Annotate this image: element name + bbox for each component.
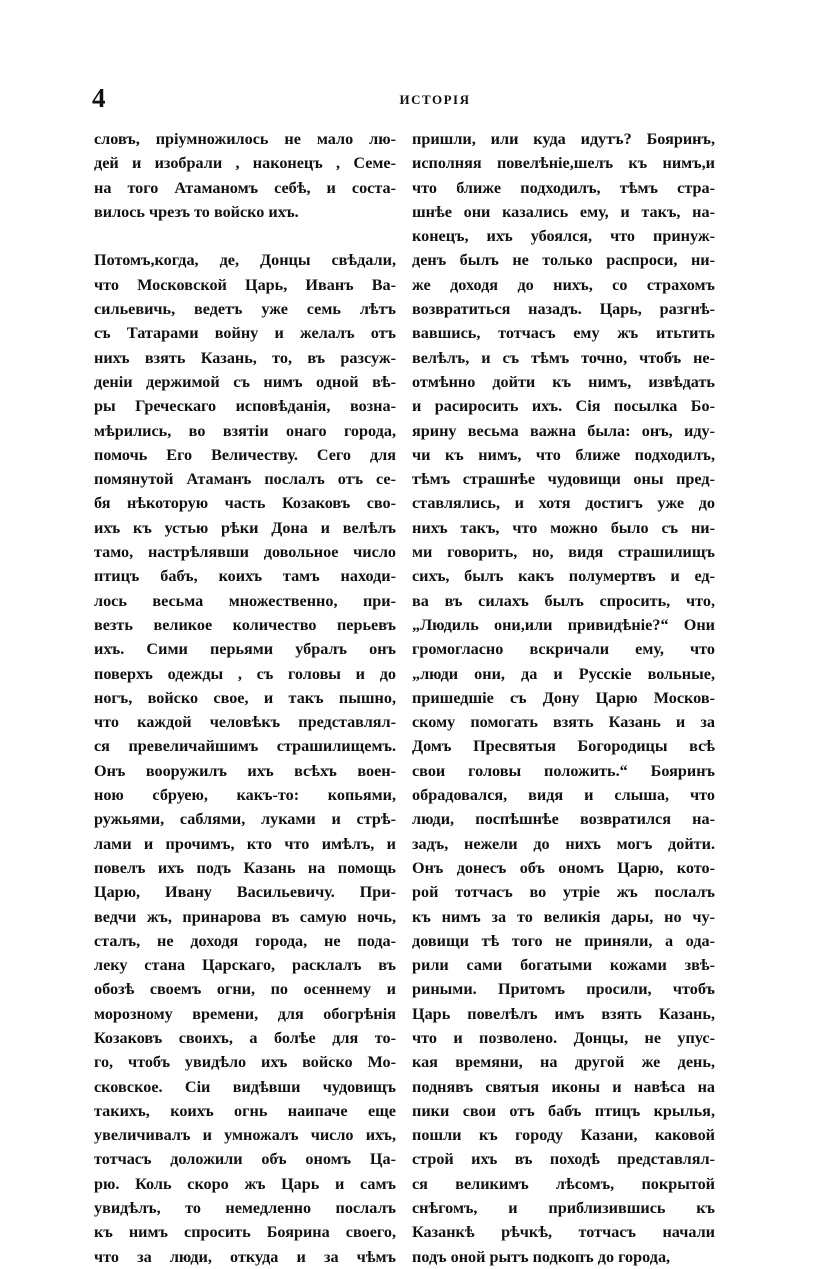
text-line: люди, поспѣшнѣе возвратился на- <box>412 810 715 829</box>
text-line: ставлялись, и хотя достигъ уже до <box>412 494 715 513</box>
text-line: что за люди, откуда и за чѣмъ <box>94 1247 396 1266</box>
right-column <box>412 127 715 1269</box>
text-line: къ нимъ за то великія дары, но чу- <box>412 907 715 926</box>
text-line: велѣлъ, и съ тѣмъ точно, чтобъ не- <box>412 348 715 367</box>
text-line: ми говорить, но, видя страшилищъ <box>412 543 715 562</box>
text-line: ихъ. Сими перьями убралъ онъ <box>94 640 396 659</box>
text-line: что и позволено. Донцы, не упус- <box>412 1028 715 1047</box>
text-line: же доходя до нихъ, со страхомъ <box>412 275 715 294</box>
text-line: ся великимъ лѣсомъ, покрытой <box>412 1174 715 1193</box>
text-line: Онъ донесъ объ ономъ Царю, кото- <box>412 858 715 877</box>
text-line: на того Атаманомъ себѣ, и соста- <box>94 178 396 197</box>
text-line: „Людиль они,или привидѣніе?“ Они <box>412 615 715 634</box>
text-line: лось весьма множественно, при- <box>94 591 396 610</box>
text-line: ры Греческаго исповѣданія, возна- <box>94 397 396 416</box>
text-line: денъ былъ не только распроси, ни- <box>412 251 715 270</box>
text-line: возвратиться назадъ. Царь, разгнѣ- <box>412 300 715 319</box>
text-line: Домъ Пресвятыя Богородицы всѣ <box>412 737 715 756</box>
text-line: громогласно вскричали ему, что <box>412 640 715 659</box>
text-line: Царю, Ивану Васильевичу. При- <box>94 883 396 902</box>
text-line: съ Татарами войну и желалъ отъ <box>94 324 396 343</box>
text-line: увеличивалъ и умножалъ число ихъ, <box>94 1126 396 1145</box>
text-line: рой тотчасъ во утріе жъ послалъ <box>412 883 715 902</box>
text-line: нихъ взять Казань, то, въ разсуж- <box>94 348 396 367</box>
text-line: риными. Притомъ просили, чтобъ <box>412 980 715 999</box>
paragraph-break <box>94 224 396 248</box>
text-line: свои головы положить.“ Бояринъ <box>412 761 715 780</box>
text-line: увидѣлъ, то немедленно послалъ <box>94 1199 396 1218</box>
text-line: словъ, пріумножилось не мало лю- <box>94 130 396 148</box>
text-line: ногъ, войско свое, и такъ пышно, <box>94 688 396 707</box>
running-head: ИСТОРІЯ <box>399 92 471 107</box>
text-line: нихъ такъ, что можно было съ ни- <box>412 518 715 537</box>
text-line: го, чтобъ увидѣло ихъ войско Мо- <box>94 1053 396 1072</box>
text-line: поднявъ святыя иконы и навѣса на <box>412 1077 715 1096</box>
text-line: ною сбруею, какъ-то: копьями, <box>94 786 396 805</box>
text-line: рю. Коль скоро жъ Царь и самъ <box>94 1174 396 1193</box>
text-line: къ нимъ спросить Боярина своего, <box>94 1223 396 1242</box>
text-line: снѣгомъ, и приблизившись къ <box>412 1199 715 1218</box>
text-line: пришли, или куда идутъ? Бояринъ, <box>412 130 715 148</box>
text-line: тотчасъ доложили объ ономъ Ца- <box>94 1150 396 1169</box>
text-line: ва въ силахъ былъ спросить, что, <box>412 591 715 610</box>
text-line: повелъ ихъ подъ Казань на помощь <box>94 858 396 877</box>
text-line: ведчи жъ, принарова въ самую ночь, <box>94 907 396 926</box>
text-line: пошли къ городу Казани, каковой <box>412 1126 715 1145</box>
text-line: помянутой Атаманъ послалъ отъ се- <box>94 470 396 489</box>
left-column <box>94 127 396 1269</box>
text-line: что Московской Царь, Иванъ Ва- <box>94 275 396 294</box>
text-line: мѣрились, во взятіи онаго города, <box>94 421 396 440</box>
text-line: тамо, настрѣлявши довольное число <box>94 543 396 562</box>
text-line: Потомъ,когда, де, Донцы свѣдали, <box>94 251 396 270</box>
text-line: довищи тѣ того не приняли, а ода- <box>412 931 715 950</box>
text-line: пришедшіе съ Дону Царю Москов- <box>412 688 715 707</box>
text-line: лами и прочимъ, кто что имѣлъ, и <box>94 834 396 853</box>
text-line: тѣмъ страшнѣе чудовищи оны пред- <box>412 470 715 489</box>
text-line: такихъ, коихъ огнь наипаче еще <box>94 1101 396 1120</box>
text-line: поверхъ одежды , съ головы и до <box>94 664 396 683</box>
text-line: исполняя повелѣніе,шелъ къ нимъ,и <box>412 154 715 173</box>
text-line: Козаковъ своихъ, а болѣе для то- <box>94 1028 396 1047</box>
text-line: ружьями, саблями, луками и стрѣ- <box>94 810 396 829</box>
text-line: „люди они, да и Русскіе вольные, <box>412 664 715 683</box>
text-line: помочь Его Величеству. Сего для <box>94 445 396 464</box>
text-line: что ближе подходилъ, тѣмъ стра- <box>412 178 715 197</box>
text-line: дей и изобрали , наконецъ , Семе- <box>94 154 396 173</box>
text-line: бя нѣкоторую часть Козаковъ сво- <box>94 494 396 513</box>
text-line: Царь повелѣлъ имъ взять Казань, <box>412 1004 715 1023</box>
text-line: рили сами богатыми кожами звѣ- <box>412 956 715 975</box>
page-number: 4 <box>92 83 106 113</box>
text-line: везть великое количество перьевъ <box>94 615 396 634</box>
text-line: сихъ, былъ какъ полумертвъ и ед- <box>412 567 715 586</box>
text-line: птицъ бабъ, коихъ тамъ находи- <box>94 567 396 586</box>
text-line: отмѣнно дойти къ нимъ, извѣдать <box>412 372 715 391</box>
text-line: чи къ нимъ, что ближе подходилъ, <box>412 445 715 464</box>
text-line: морозному времени, для обогрѣнія <box>94 1004 396 1023</box>
text-line: Казанкѣ рѣчкѣ, тотчасъ начали <box>412 1223 715 1242</box>
text-line: Онъ вооружилъ ихъ всѣхъ воен- <box>94 761 396 780</box>
text-line: обозѣ своемъ огни, по осеннему и <box>94 980 396 999</box>
text-line: ихъ къ устью рѣки Дона и велѣлъ <box>94 518 396 537</box>
text-line: пики свои отъ бабъ птицъ крылья, <box>412 1101 715 1120</box>
text-line: обрадовался, видя и слыша, что <box>412 786 715 805</box>
text-line: вилось чрезъ то войско ихъ. <box>94 202 299 221</box>
text-line: сталъ, не доходя города, не пода- <box>94 931 396 950</box>
text-line: ся превеличайшимъ страшилищемъ. <box>94 737 396 756</box>
text-line: сильевичь, ведетъ уже семь лѣтъ <box>94 300 396 319</box>
text-line: и расиросить ихъ. Сія посылка Бо- <box>412 397 715 416</box>
text-line: кая времяни, на другой же день, <box>412 1053 715 1072</box>
text-line: сковское. Сіи видѣвши чудовищъ <box>94 1077 396 1096</box>
text-line: леку стана Царскаго, расклалъ въ <box>94 956 396 975</box>
text-line: шнѣе они казались ему, и такъ, на- <box>412 202 715 221</box>
text-line: подъ оной рытъ подкопъ до города, <box>412 1247 671 1266</box>
text-line: деніи держимой съ нимъ одной вѣ- <box>94 372 396 391</box>
text-line: ярину весьма важна была: онъ, иду- <box>412 421 715 440</box>
text-line: задъ, нежели до нихъ могъ дойти. <box>412 834 715 853</box>
text-line: что каждой человѣкъ представлял- <box>94 713 396 732</box>
text-line: вавшись, тотчасъ ему жъ итьтить <box>412 324 715 343</box>
text-line: конецъ, ихъ убоялся, что принуж- <box>412 227 715 246</box>
text-line: скому помогать взять Казань и за <box>412 713 715 732</box>
text-line: строй ихъ въ походѣ представлял- <box>412 1150 715 1169</box>
